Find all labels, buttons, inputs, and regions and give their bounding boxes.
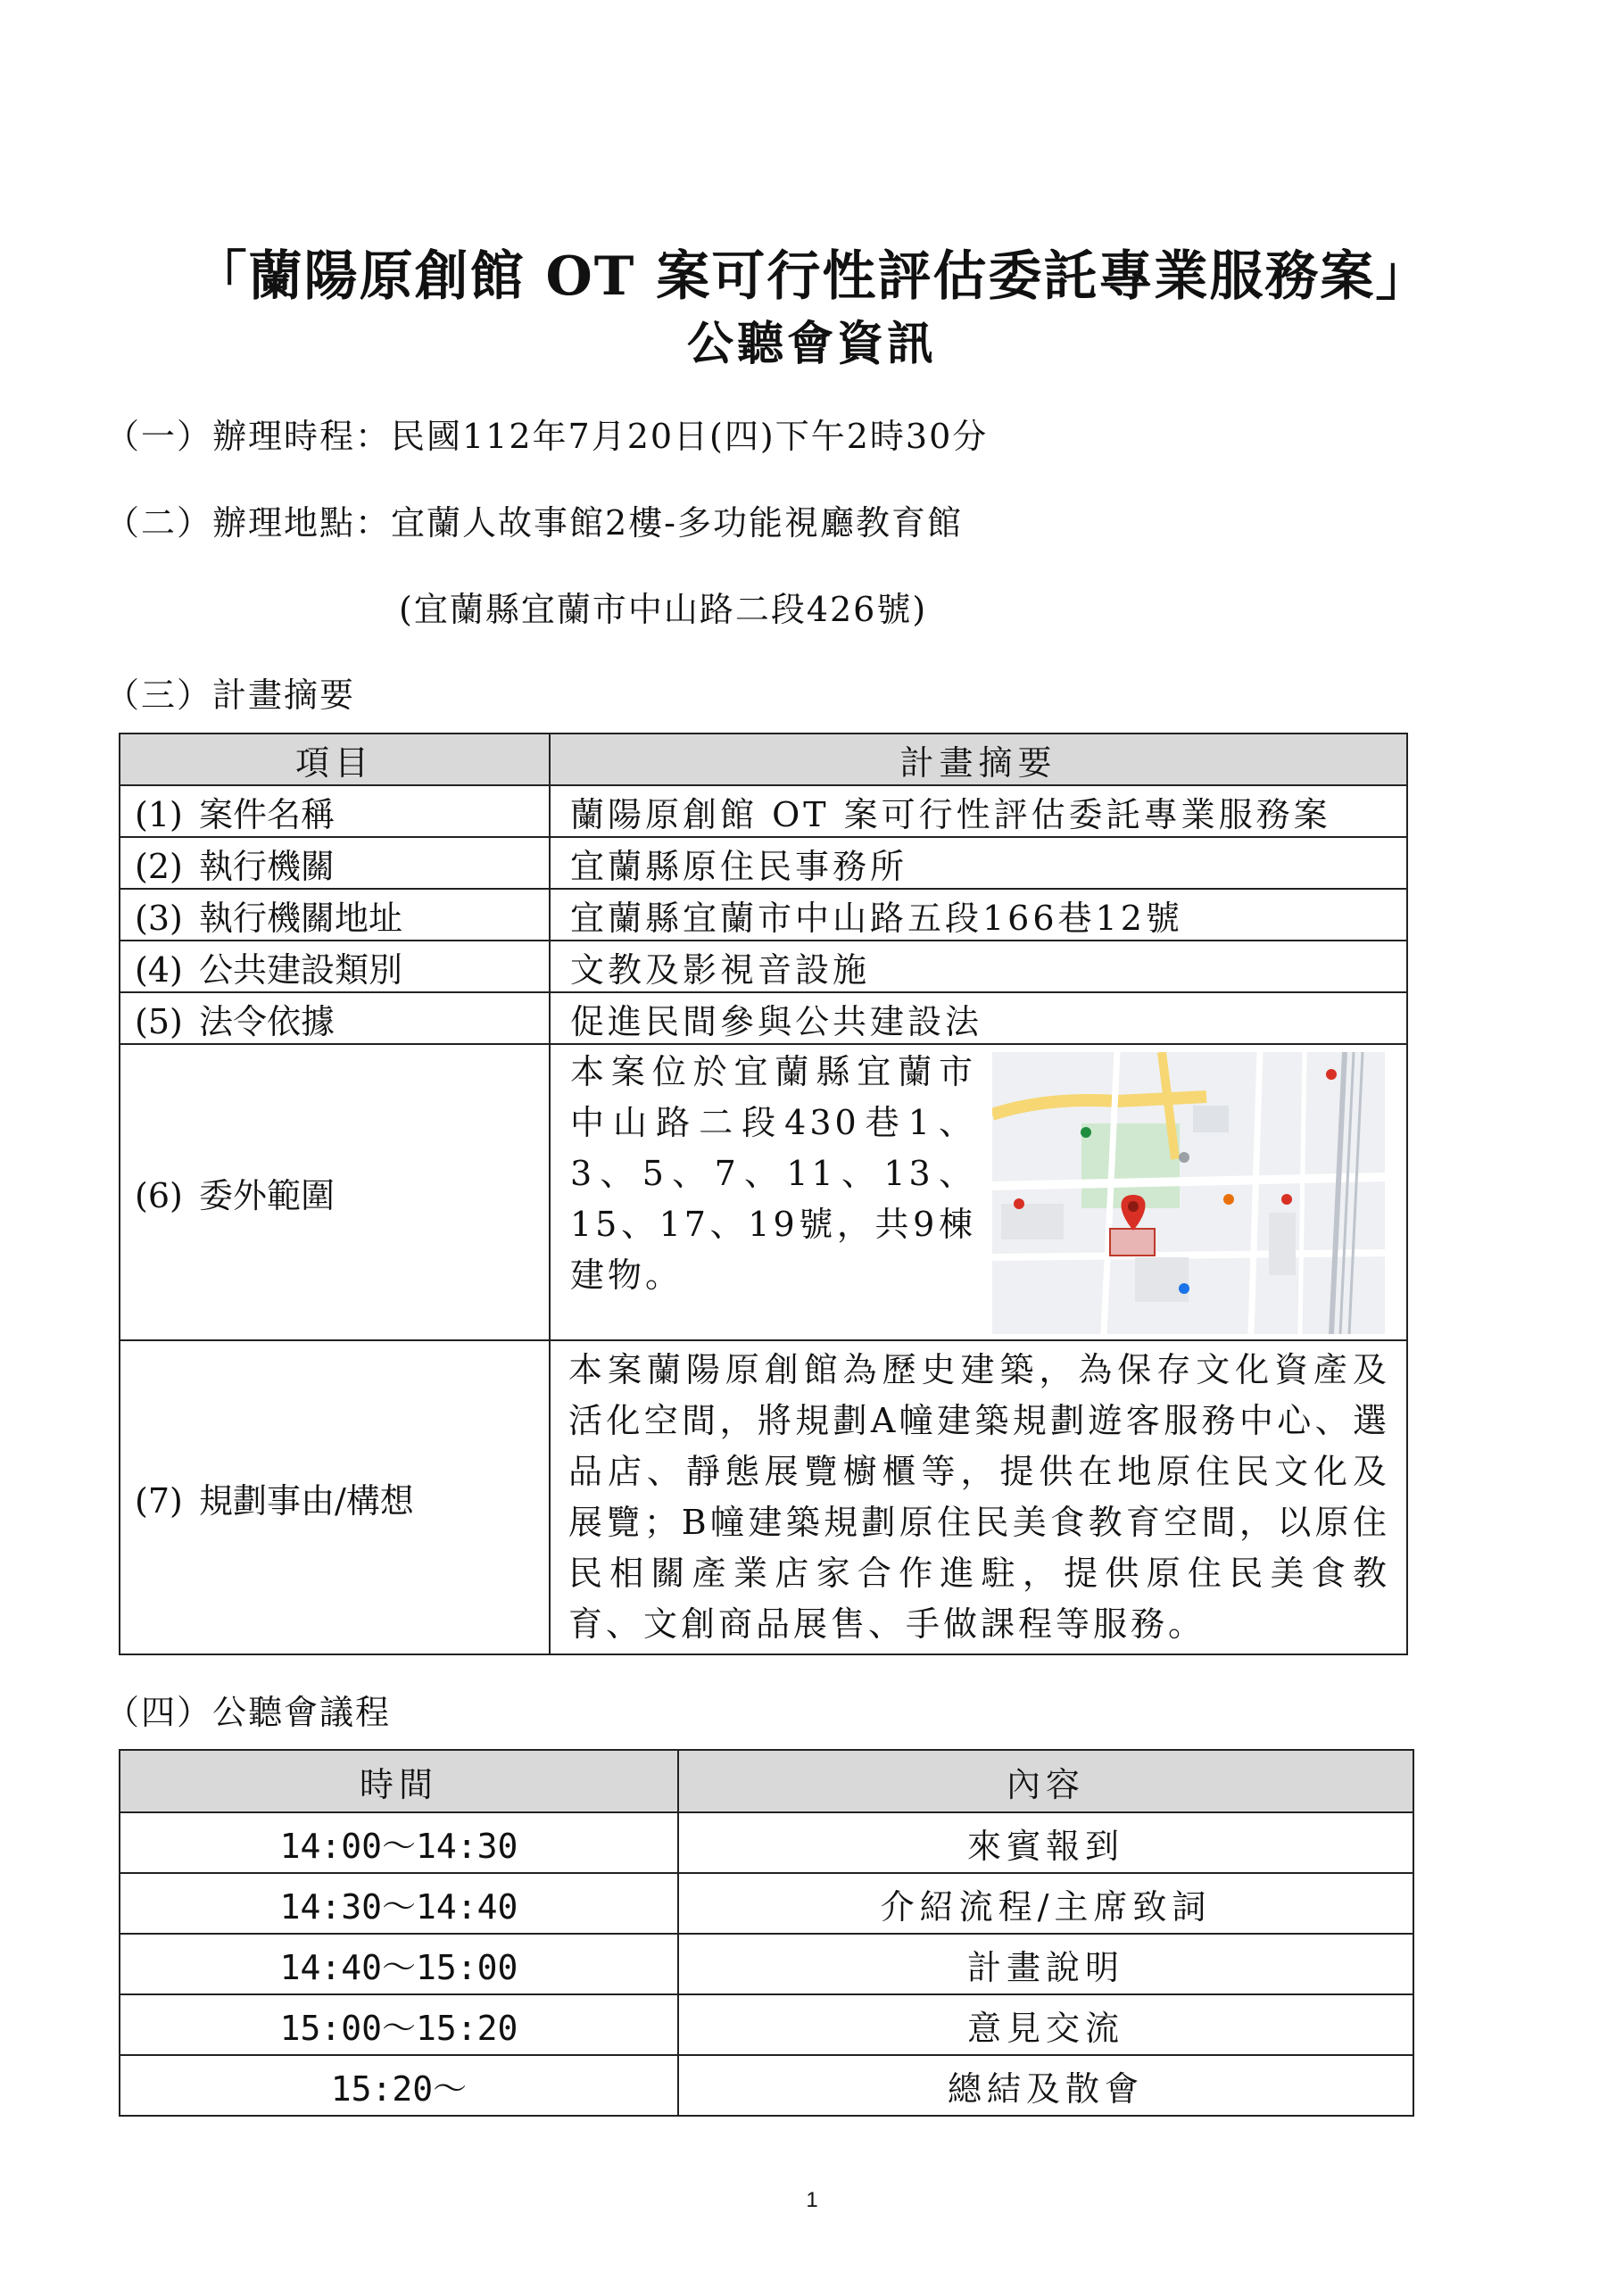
row-label: 公共建設類別	[199, 949, 403, 990]
row-number: (5)	[135, 1001, 183, 1041]
agenda-time: 14:30～14:40	[120, 1873, 678, 1934]
table-row	[120, 992, 1407, 1044]
table-row	[120, 889, 1407, 941]
summary-heading: （三）計畫摘要	[105, 676, 356, 715]
row-number: (3)	[135, 898, 183, 938]
row-label: 執行機關	[199, 846, 336, 886]
agenda-heading: （四）公聽會議程	[105, 1693, 392, 1732]
agenda-time: 14:00～14:30	[120, 1812, 678, 1873]
plan-description: 本案蘭陽原創館為歷史建築，為保存文化資產及活化空間，將規劃A幢建築規劃遊客服務中心、選品店、靜態展覽櫥櫃等，提供在地原住民文化及展覽；B幢建築規劃原住民美食教育空間，以原住民相關產業店家合作進駐，提供原住民美食教育、文創商品展售、手做課程等服務。	[550, 1340, 1407, 1654]
location-line: （二）辦理地點：宜蘭人故事館2樓-多功能視廳教育館	[105, 503, 964, 543]
table-row	[120, 1994, 1413, 2055]
table-row	[120, 941, 1407, 992]
row-label: 法令依據	[199, 1001, 336, 1041]
row-number: (4)	[135, 949, 183, 990]
row-value: 宜蘭縣宜蘭市中山路五段166巷12號	[550, 889, 1407, 941]
row-label: 規劃事由/構想	[199, 1480, 414, 1521]
table-row	[120, 1044, 1407, 1340]
summary-header-summary: 計畫摘要	[550, 734, 1407, 785]
row-label: 案件名稱	[199, 794, 336, 834]
agenda-table	[119, 1749, 1414, 2117]
row-label: 委外範圍	[199, 1175, 336, 1215]
table-row	[120, 2055, 1413, 2116]
summary-header-item: 項目	[120, 734, 550, 785]
row-value: 蘭陽原創館 OT 案可行性評估委託專業服務案	[550, 785, 1407, 837]
agenda-time: 14:40～15:00	[120, 1934, 678, 1994]
row-value: 促進民間參與公共建設法	[550, 992, 1407, 1044]
document-title: 「蘭陽原創館 OT 案可行性評估委託專業服務案」	[193, 245, 1431, 308]
summary-table	[119, 733, 1408, 1655]
agenda-header-content: 內容	[678, 1750, 1413, 1812]
row-number: (1)	[135, 794, 183, 834]
agenda-header-row	[120, 1750, 1413, 1812]
scope-description: 本案位於宜蘭縣宜蘭市中山路二段430巷1、3、5、7、11、13、15、17、19號，共9棟建物。	[570, 1052, 976, 1295]
row-value: 文教及影視音設施	[550, 941, 1407, 992]
page-number: 1	[806, 2188, 818, 2212]
agenda-content: 介紹流程/主席致詞	[678, 1873, 1413, 1934]
table-row	[120, 1934, 1413, 1994]
agenda-content: 計畫說明	[678, 1934, 1413, 1994]
table-row	[120, 837, 1407, 889]
row-value: 宜蘭縣原住民事務所	[550, 837, 1407, 889]
summary-header-row	[120, 734, 1407, 785]
agenda-header-time: 時間	[120, 1750, 678, 1812]
table-row	[120, 1873, 1413, 1934]
table-row	[120, 1812, 1413, 1873]
schedule-line: （一）辦理時程：民國112年7月20日(四)下午2時30分	[105, 417, 989, 456]
agenda-time: 15:00～15:20	[120, 1994, 678, 2055]
agenda-content: 來賓報到	[678, 1812, 1413, 1873]
table-row	[120, 785, 1407, 837]
row-number: (7)	[135, 1480, 183, 1521]
row-number: (2)	[135, 846, 183, 886]
table-row	[120, 1340, 1407, 1654]
address-line: (宜蘭縣宜蘭市中山路二段426號)	[399, 590, 928, 629]
document-subtitle: 公聽會資訊	[686, 317, 937, 371]
row-number: (6)	[135, 1175, 183, 1215]
location-map-image	[992, 1052, 1385, 1334]
row-label: 執行機關地址	[199, 898, 403, 938]
agenda-content: 意見交流	[678, 1994, 1413, 2055]
agenda-time: 15:20～	[120, 2055, 678, 2116]
agenda-content: 總結及散會	[678, 2055, 1413, 2116]
